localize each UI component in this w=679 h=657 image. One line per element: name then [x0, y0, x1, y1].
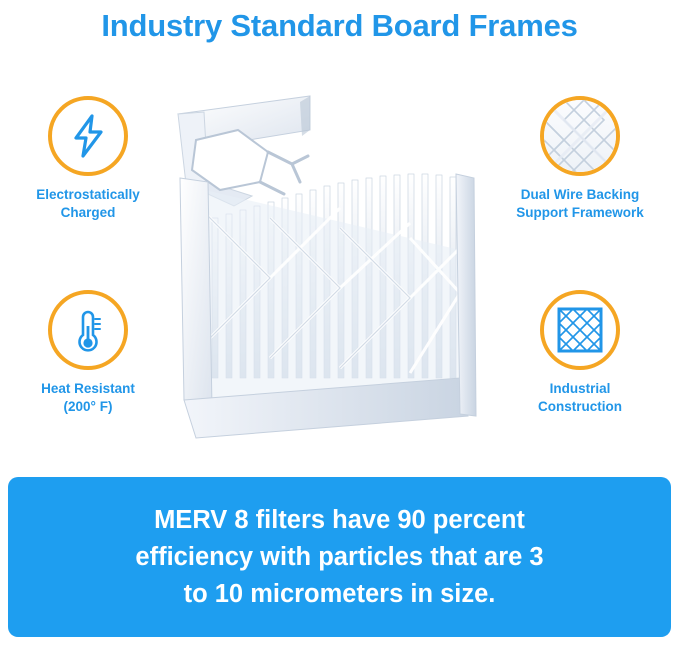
feature-caption	[500, 186, 660, 222]
merv-info-text	[30, 502, 650, 613]
lightning-bolt-icon-ring	[48, 96, 128, 176]
feature-caption-line-1: Industrial	[549, 381, 611, 396]
feature-heat-resistant	[8, 290, 168, 416]
page-title: Industry Standard Board Frames	[101, 8, 578, 43]
feature-dual-wire-backing	[500, 96, 660, 222]
wire-mesh-photo-icon-ring	[540, 96, 620, 176]
feature-caption-line-2: (200° F)	[63, 399, 113, 414]
feature-caption	[8, 186, 168, 222]
wire-mesh-pattern	[544, 100, 616, 172]
merv-info-line-3: to 10 micrometers in size.	[183, 579, 496, 608]
thermometer-icon	[68, 306, 108, 354]
product-illustration	[160, 78, 500, 458]
wire-mesh-photo-icon	[544, 100, 616, 172]
feature-caption	[8, 380, 168, 416]
feature-caption-line-1: Heat Resistant	[41, 381, 135, 396]
grid-frame-icon-ring	[540, 290, 620, 370]
feature-caption-line-1: Dual Wire Backing	[520, 187, 640, 202]
filter-svg	[160, 78, 500, 458]
merv-info-line-2: efficiency with particles that are 3	[135, 542, 544, 571]
feature-industrial-construction	[500, 290, 660, 416]
feature-caption-line-2: Support Framework	[516, 205, 644, 220]
feature-caption	[500, 380, 660, 416]
merv-info-line-1: MERV 8 filters have 90 percent	[154, 505, 525, 534]
merv-info-banner	[8, 477, 671, 637]
feature-caption-line-2: Charged	[60, 205, 116, 220]
feature-electrostatically-charged	[8, 96, 168, 222]
grid-frame-icon	[556, 306, 604, 354]
lightning-bolt-icon	[68, 114, 108, 158]
thermometer-icon-ring	[48, 290, 128, 370]
feature-caption-line-2: Construction	[538, 399, 622, 414]
feature-caption-line-1: Electrostatically	[36, 187, 140, 202]
